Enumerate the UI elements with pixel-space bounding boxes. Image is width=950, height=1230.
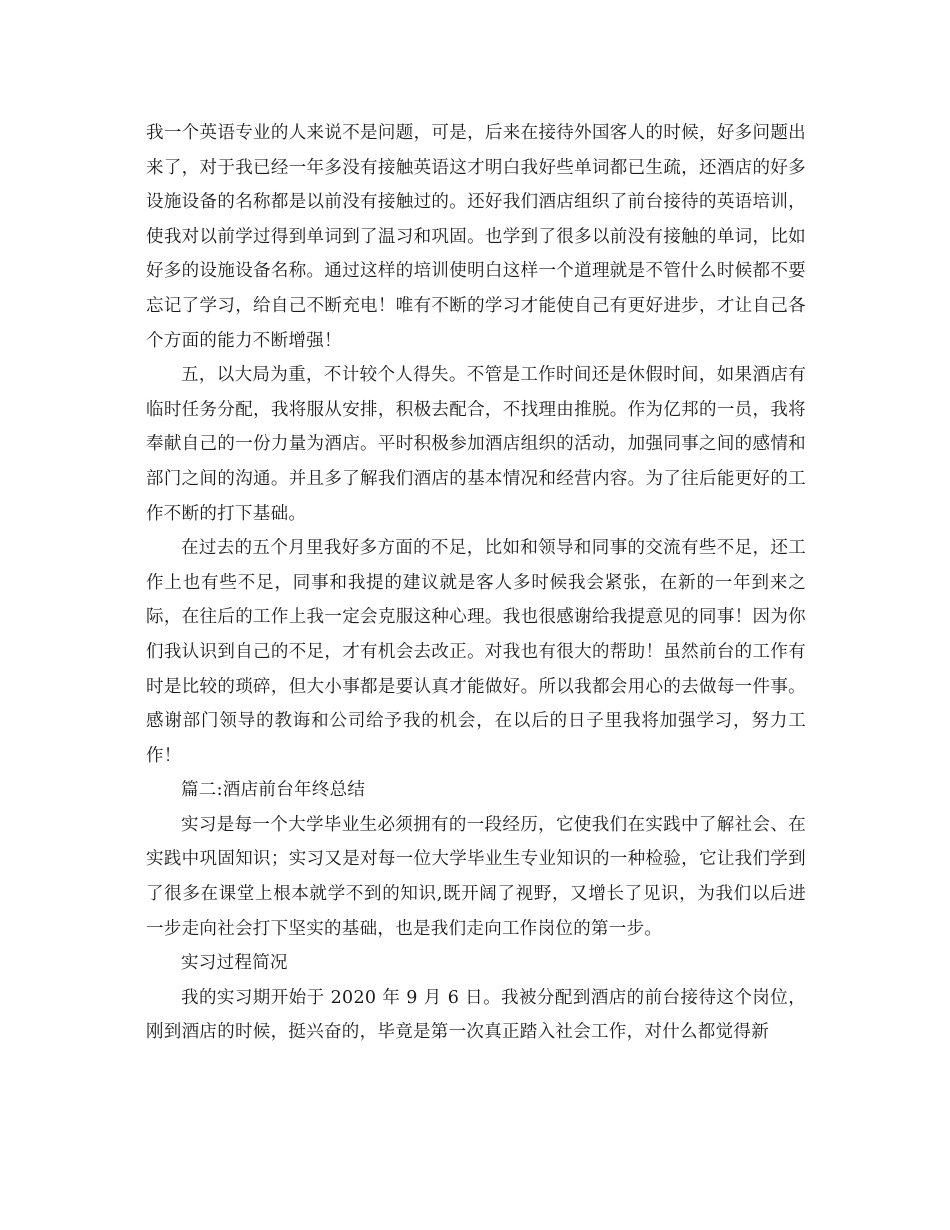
paragraph-section-five: 五，以大局为重，不计较个人得失。不管是工作时间还是休假时间，如果酒店有临时任务分配，我将服从安排，积极去配合，不找理由推脱。作为亿邦的一员，我将奉献自己的一份力量为酒店。平时积极参加酒店组织的活动，加强同事之间的感情和部门之间的沟通。并且多了解我们酒店的基本情况和经营内容。为了往后能更好的工作不断的打下基础。 <box>146 365 806 524</box>
paragraph-internship-start: 我的实习期开始于 2020 年 9 月 6 日。我被分配到酒店的前台接待这个岗位，刚到酒店的时候，挺兴奋的，毕竟是第一次真正踏入社会工作，对什么都觉得新 <box>146 987 806 1043</box>
section-heading-internship-overview: 实习过程简况 <box>181 953 288 974</box>
section-heading-part-two: 篇二:酒店前台年终总结 <box>181 780 366 801</box>
document-page <box>146 116 806 1050</box>
paragraph-continuation: 我一个英语专业的人来说不是问题，可是，后来在接待外国客人的时候，好多问题出来了，对于我已经一年多没有接触英语这才明白我好些单词都已生疏，还酒店的好多设施设备的名称都是以前没有接触过的。还好我们酒店组织了前台接待的英语培训，使我对以前学过得到单词到了温习和巩固。也学到了很多以前没有接触的单词，比如好多的设施设备名称。通过这样的培训使明白这样一个道理就是不管什么时候都不要忘记了学习，给自己不断充电！唯有不断的学习才能使自己有更好进步，才让自己各个方面的能力不断增强！ <box>146 123 806 351</box>
paragraph-internship-intro: 实习是每一个大学毕业生必须拥有的一段经历，它使我们在实践中了解社会、在实践中巩固知识；实习又是对每一位大学毕业生专业知识的一种检验，它让我们学到了很多在课堂上根本就学不到的知识,既开阔了视野，又增长了见识，为我们以后进一步走向社会打下坚实的基础，也是我们走向工作岗位的第一步。 <box>146 814 806 939</box>
paragraph-reflection: 在过去的五个月里我好多方面的不足，比如和领导和同事的交流有些不足，还工作上也有些不足，同事和我提的建议就是客人多时候我会紧张，在新的一年到来之际，在往后的工作上我一定会克服这种心理。我也很感谢给我提意见的同事！因为你们我认识到自己的不足，才有机会去改正。对我也有很大的帮助！虽然前台的工作有时是比较的琐碎，但大小事都是要认真才能做好。所以我都会用心的去做每一件事。感谢部门领导的教诲和公司给予我的机会，在以后的日子里我将加强学习，努力工作！ <box>146 538 806 766</box>
